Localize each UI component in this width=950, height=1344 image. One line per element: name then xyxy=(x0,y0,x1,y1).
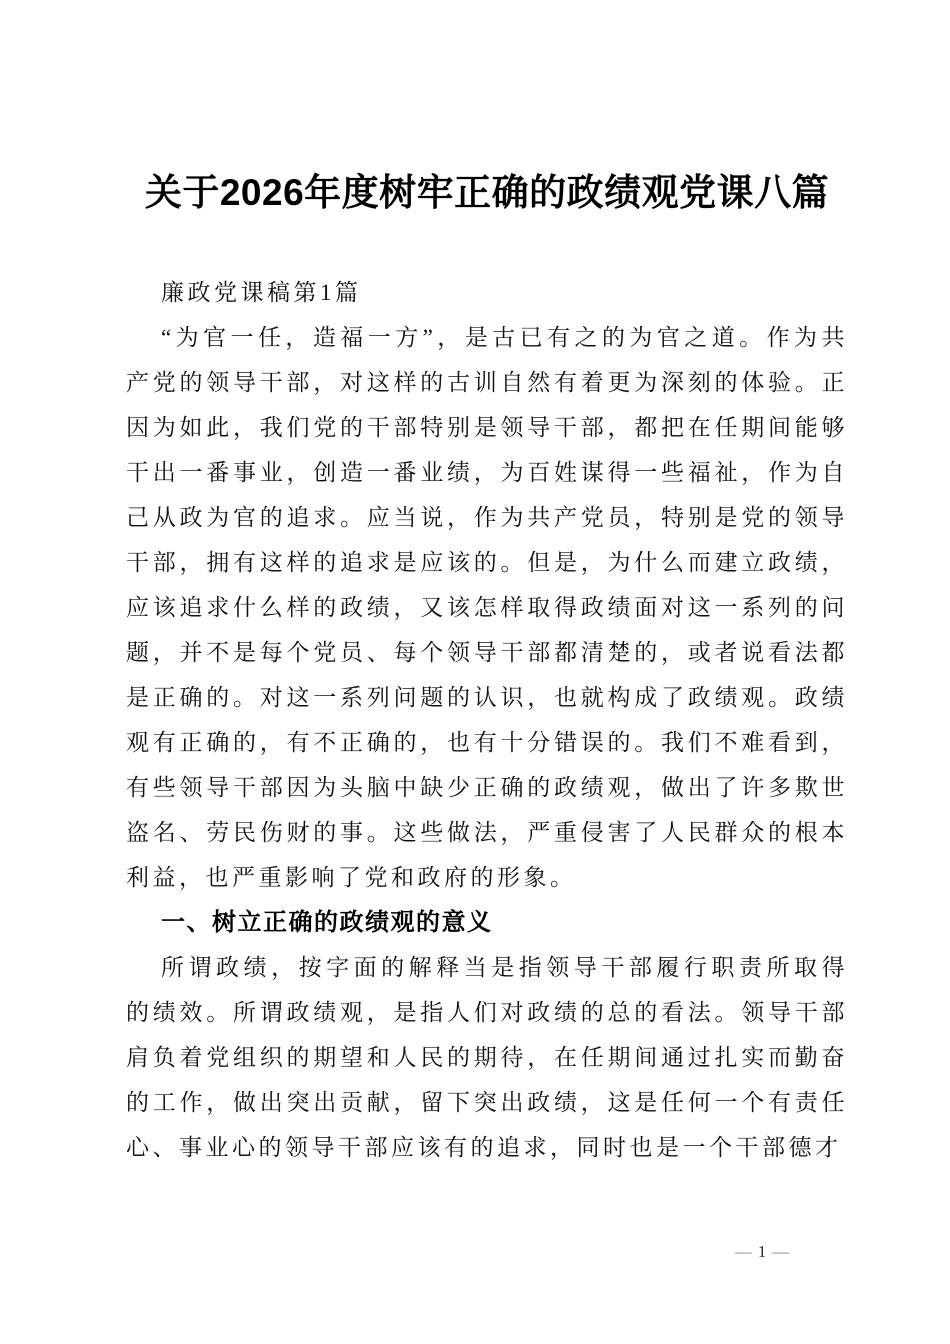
page-footer xyxy=(714,1240,810,1264)
footer-dash-left: — xyxy=(734,1242,752,1261)
paragraph-body-2: 所谓政绩，按字面的解释当是指领导干部履行职责所取得的绩效。所谓政绩观，是指人们对政绩的总的看法。领导干部肩负着党组织的期望和人民的期待，在任期间通过扎实而勤奋的工作，做出突出贡献，留下突出政绩，这是任何一个有责任心、事业心的领导干部应该有的追求，同时也是一个干部德才 xyxy=(126,955,848,1160)
footer-dash-right: — xyxy=(772,1242,790,1261)
document-title: 关于2026年度树牢正确的政绩观党课八篇 xyxy=(144,172,830,213)
document-body xyxy=(126,270,848,1170)
section-heading-1: 一、树立正确的政绩观的意义 xyxy=(161,909,493,936)
page-number: 1 xyxy=(757,1242,767,1261)
paragraph-body-1: “为官一任，造福一方”，是古已有之的为官之道。作为共产党的领导干部，对这样的古训自然有着更为深刻的体验。正因为如此，我们党的干部特别是领导干部，都把在任期间能够干出一番事业，创造一番业绩，为百姓谋得一些福祉，作为自己从政为官的追求。应当说，作为共产党员，特别是党的领导干部，拥有这样的追求是应该的。但是，为什么而建立政绩，应该追求什么样的政绩，又该怎样取得政绩面对这一系列的问题，并不是每个党员、每个领导干部都清楚的，或者说看法都是正确的。对这一系列问题的认识，也就构成了政绩观。政绩观有正确的，有不正确的，也有十分错误的。我们不难看到，有些领导干部因为头脑中缺少正确的政绩观，做出了许多欺世盗名、劳民伤财的事。这些做法，严重侵害了人民群众的根本利益，也严重影响了党和政府的形象。 xyxy=(126,325,848,890)
paragraph-intro-label: 廉政党课稿第1篇 xyxy=(161,280,362,305)
